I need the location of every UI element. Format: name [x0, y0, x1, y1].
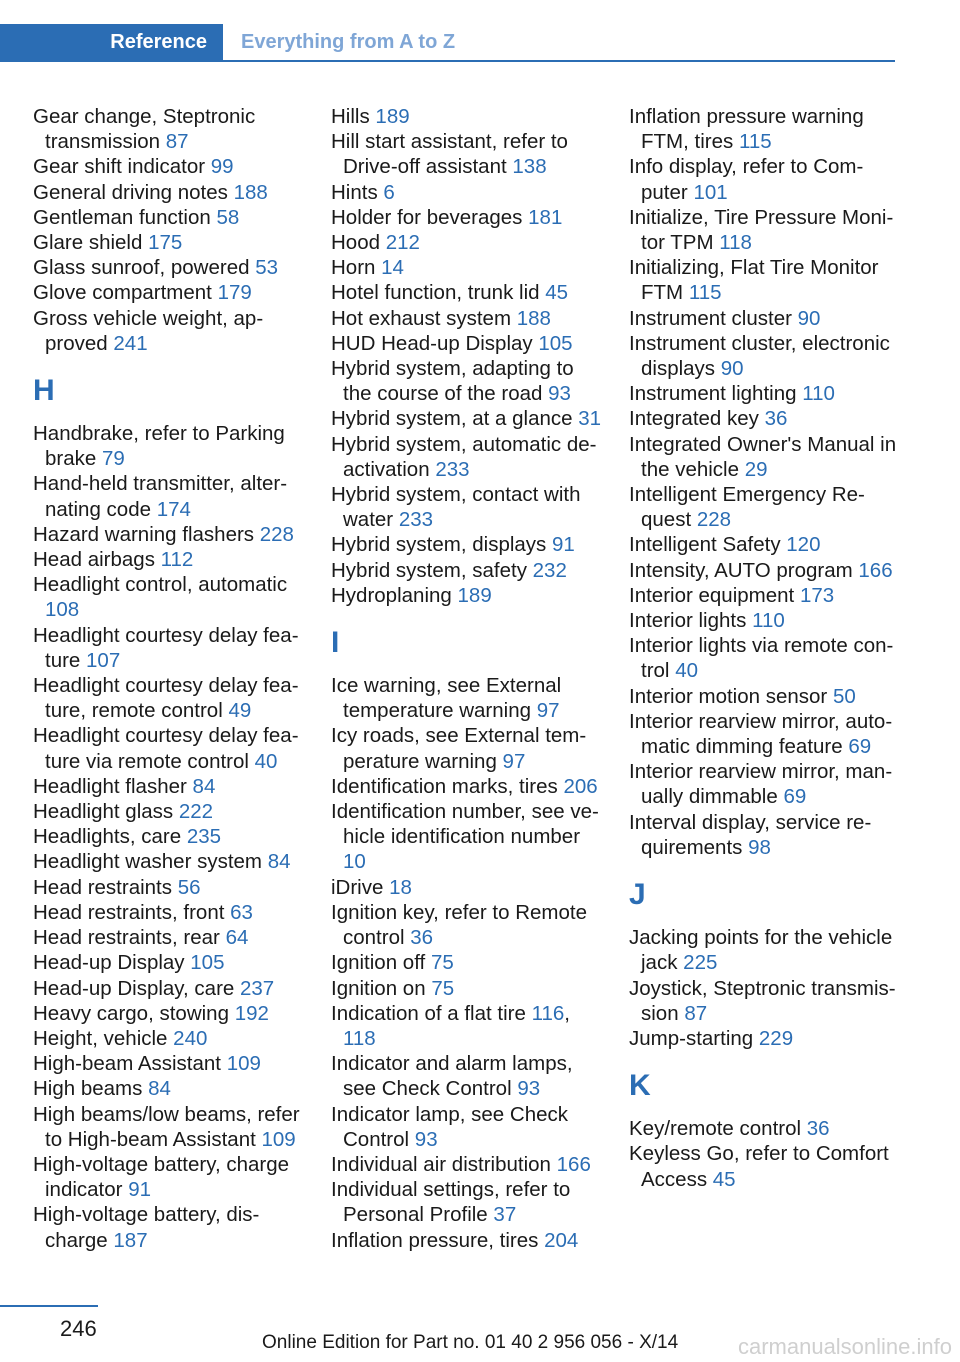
index-entry-text: Hybrid system, safety: [331, 558, 527, 582]
index-entry-text: Hood: [331, 231, 381, 255]
page-link[interactable]: 109: [261, 1127, 296, 1151]
edition-note: Online Edition for Part no. 01 40 2 956 056 - X/14: [262, 1332, 679, 1353]
index-entry-text: Headlight flasher: [33, 774, 187, 798]
page-link[interactable]: 179: [217, 281, 252, 305]
index-entry: [331, 1228, 603, 1253]
index-entry-text: Icy roads, see External temperature warning: [331, 724, 587, 773]
index-entry: [33, 1076, 305, 1101]
index-entry-text: Hybrid system, at a glance: [331, 407, 573, 431]
page-link[interactable]: 187: [113, 1228, 148, 1252]
index-entry: [331, 673, 603, 723]
page-link[interactable]: 14: [381, 256, 404, 280]
index-entry: [629, 925, 897, 975]
index-entry: [33, 1001, 305, 1026]
page-link[interactable]: 229: [758, 1026, 794, 1050]
index-entry-text: Interior equipment: [629, 583, 795, 607]
index-entry-text: High-voltage battery, charge indicator: [33, 1152, 290, 1202]
index-entry-text: Gear shift indicator: [33, 155, 206, 179]
index-entry: [33, 875, 305, 900]
index-entry-text: Interior lights via remote control: [629, 634, 894, 683]
index-entry: [331, 558, 603, 583]
page-link[interactable]: 40: [675, 659, 698, 683]
index-entry: [629, 684, 897, 709]
page-link[interactable]: 115: [738, 130, 772, 154]
page-link[interactable]: 99: [210, 155, 234, 179]
index-entry-text: Hand-held transmitter, alternating code: [33, 472, 288, 521]
index-entry: [33, 180, 305, 205]
index-entry: [33, 154, 305, 179]
page-link[interactable]: 87: [684, 1001, 708, 1025]
index-entry-text: Inflation pressure warning FTM, tires: [629, 105, 864, 154]
index-entry-text: Horn: [331, 256, 376, 280]
index-entry: [629, 810, 897, 860]
page-link[interactable]: 50: [832, 684, 856, 708]
page-link[interactable]: 36: [410, 926, 434, 950]
index-entry: [33, 723, 305, 773]
index-entry-text: Indicator lamp, see Check Control: [331, 1102, 569, 1151]
page-link[interactable]: 18: [389, 875, 412, 899]
index-entry-text: Gentleman function: [33, 205, 211, 229]
page-link[interactable]: 105: [538, 331, 573, 355]
index-entry: [33, 572, 305, 622]
page-link[interactable]: 174: [156, 497, 191, 521]
index-entry-text: Hybrid system, automatic deactivation: [331, 432, 597, 481]
index-entry: [33, 824, 305, 849]
index-entry: [33, 522, 305, 547]
index-entry-text: Interior rearview mirror, manually dimmable: [629, 760, 893, 809]
page-link[interactable]: 116: [531, 1001, 565, 1025]
index-entry-text: High-voltage battery, discharge: [33, 1203, 260, 1252]
index-entry: [33, 471, 305, 521]
page-link[interactable]: 109: [226, 1052, 261, 1076]
index-entry: [33, 1026, 305, 1051]
page-link[interactable]: 192: [234, 1001, 269, 1025]
page-link[interactable]: 97: [502, 749, 526, 773]
page-link[interactable]: 110: [752, 609, 785, 633]
index-entry: [331, 230, 603, 255]
index-entry: [33, 976, 305, 1001]
index-entry-text: Hill start assistant, refer to Drive-off assistant: [331, 130, 568, 179]
index-entry: Indication of a flat tire 116, 118: [331, 1001, 570, 1050]
index-entry-text: Head restraints, front: [33, 900, 225, 924]
index-entry: [331, 205, 603, 230]
index-entry-text: Holder for beverages: [331, 205, 523, 229]
page-link[interactable]: 64: [225, 926, 249, 950]
page-link[interactable]: 138: [512, 155, 547, 179]
page-link[interactable]: 120: [786, 533, 821, 557]
index-entry: [331, 255, 603, 280]
index-entry-text: Hazard warning flashers: [33, 522, 255, 546]
index-entry: [331, 976, 603, 1001]
index-entry: [331, 723, 603, 773]
index-entry: [629, 331, 897, 381]
page-link[interactable]: 40: [254, 749, 278, 773]
page-link[interactable]: 91: [128, 1178, 152, 1202]
page-link[interactable]: 45: [712, 1167, 736, 1191]
index-entry-text: Glass sunroof, powered: [33, 256, 250, 280]
index-letter-heading: J: [629, 878, 646, 912]
index-entry: [33, 623, 305, 673]
index-entry-text: Individual settings, refer to Personal Profile: [331, 1178, 571, 1227]
page-link[interactable]: 228: [259, 522, 294, 546]
page-link[interactable]: 240: [173, 1026, 208, 1050]
index-entry: [629, 205, 897, 255]
page-link[interactable]: 235: [186, 825, 222, 849]
index-entry-text: Instrument cluster, electronic displays: [629, 331, 890, 381]
index-entry: [33, 1051, 305, 1076]
page-link[interactable]: 36: [806, 1117, 830, 1141]
index-entry-text: Handbrake, refer to Parking brake: [33, 422, 285, 471]
index-entry: [331, 583, 603, 608]
page-number: 246: [60, 1316, 97, 1341]
index-letter-heading: H: [33, 374, 55, 408]
page-link[interactable]: 118: [343, 1026, 376, 1050]
page-link[interactable]: 237: [240, 976, 275, 1000]
index-entry-text: Gear change, Steptronic transmission: [33, 105, 256, 154]
index-entry-text: Indicator and alarm lamps, see Check Control: [331, 1052, 573, 1101]
index-columns: [0, 104, 960, 1264]
index-entry-text: Headlight courtesy delay feature, remote control: [33, 674, 299, 723]
page-link[interactable]: 166: [858, 558, 893, 582]
index-entry-text: Identification marks, tires: [331, 774, 558, 798]
page-link[interactable]: 69: [783, 785, 807, 809]
page-link[interactable]: 175: [148, 231, 183, 255]
index-entry: [331, 875, 603, 900]
index-entry: [331, 129, 603, 179]
index-entry: [33, 230, 305, 255]
index-entry: [331, 950, 603, 975]
index-entry: [629, 104, 897, 154]
page-link[interactable]: 6: [383, 180, 395, 204]
index-entry-text: Headlight courtesy delay feature: [33, 623, 299, 672]
page-link[interactable]: 222: [178, 800, 214, 824]
index-entry-text: Integrated Owner's Manual in the vehicle: [629, 432, 897, 481]
page-link[interactable]: 204: [544, 1228, 579, 1252]
index-entry: [331, 1102, 603, 1152]
page-link[interactable]: 110: [802, 382, 835, 406]
index-entry: [331, 406, 603, 431]
page-link[interactable]: 84: [267, 850, 291, 874]
page-link[interactable]: 91: [552, 533, 575, 557]
index-entry: [629, 381, 897, 406]
index-entry: [33, 774, 305, 799]
index-entry: [33, 849, 305, 874]
index-entry-text: Instrument lighting: [629, 382, 797, 406]
index-entry-text: Interior lights: [629, 609, 747, 633]
index-entry: [629, 255, 897, 305]
page-link[interactable]: 101: [693, 180, 728, 204]
page-link[interactable]: 10: [343, 850, 366, 874]
index-entry-text: Headlights, care: [33, 825, 182, 849]
page-link[interactable]: 49: [228, 699, 252, 723]
index-entry: [33, 1152, 305, 1202]
index-entry: [33, 799, 305, 824]
index-entry-text: Ice warning, see External temperature warning: [331, 674, 562, 723]
page-link[interactable]: 45: [545, 281, 569, 305]
index-entry: [33, 306, 305, 356]
index-entry: [331, 331, 603, 356]
index-entry: [331, 1051, 603, 1101]
index-entry: [331, 532, 603, 557]
index-entry: [629, 1141, 897, 1191]
page-link[interactable]: 108: [45, 598, 80, 622]
index-entry-text: Key/remote control: [629, 1117, 802, 1141]
index-entry-text: Head-up Display, care: [33, 976, 235, 1000]
index-entry-text: Head-up Display: [33, 951, 185, 975]
index-entry: [331, 180, 603, 205]
index-entry-text: General driving notes: [33, 180, 228, 204]
index-entry: [629, 482, 897, 532]
index-entry: [33, 547, 305, 572]
index-entry-text: Hot exhaust system: [331, 306, 512, 330]
index-entry-text: Headlight control, automatic: [33, 573, 288, 597]
index-entry-text: Height, vehicle: [33, 1026, 168, 1050]
index-entry-text: Initialize, Tire Pressure Monitor TPM: [629, 205, 894, 255]
index-entry: [331, 432, 603, 482]
index-entry-text: Keyless Go, refer to Comfort Access: [629, 1142, 889, 1191]
page-link[interactable]: 84: [148, 1077, 171, 1101]
page-link[interactable]: 84: [192, 774, 216, 798]
page-link[interactable]: 173: [799, 583, 835, 607]
index-entry-text: Instrument cluster: [629, 306, 792, 330]
page-link[interactable]: 189: [375, 105, 410, 128]
index-entry: [331, 774, 603, 799]
page-link[interactable]: 112: [160, 548, 194, 572]
index-entry: [629, 558, 897, 583]
index-entry: [33, 104, 305, 154]
index-entry-text: Indication of a flat tire: [331, 1001, 526, 1025]
page-link[interactable]: 241: [113, 331, 148, 355]
index-entry-text: Ignition key, refer to Remote control: [331, 900, 587, 950]
index-entry: [629, 306, 897, 331]
index-entry: [629, 608, 897, 633]
page-link[interactable]: 212: [385, 231, 420, 255]
index-entry-text: Joystick, Steptronic transmission: [629, 976, 896, 1025]
index-entry-text: HUD Head-up Display: [331, 331, 533, 355]
index-entry-text: Hybrid system, adapting to the course of the road: [331, 357, 574, 406]
index-entry: [629, 976, 897, 1026]
page-link[interactable]: 189: [457, 583, 492, 607]
page-link[interactable]: 233: [398, 508, 434, 532]
page-link[interactable]: 97: [536, 699, 560, 723]
section-tab-reference[interactable]: Reference: [0, 24, 223, 60]
watermark: carmanualsonline.info: [737, 1334, 952, 1359]
page-link[interactable]: 228: [696, 508, 732, 532]
index-entry: [33, 421, 305, 471]
index-column-1: [33, 104, 305, 1253]
page-link[interactable]: 75: [430, 951, 454, 975]
index-entry: [331, 482, 603, 532]
index-entry-text: High beams/low beams, refer to High-beam Assistant: [33, 1102, 300, 1151]
index-entry: [33, 673, 305, 723]
index-entry: [629, 1116, 897, 1141]
index-entry: [629, 154, 897, 204]
page-link[interactable]: 56: [177, 875, 201, 899]
index-entry-text: Info display, refer to Computer: [629, 155, 864, 204]
index-entry-text: Initializing, Flat Tire Monitor FTM: [629, 256, 879, 305]
index-entry-text: Inflation pressure, tires: [331, 1228, 539, 1252]
index-entry-text: iDrive: [331, 875, 384, 899]
page-link[interactable]: 87: [165, 130, 189, 154]
index-entry-text: Integrated key: [629, 407, 759, 431]
index-entry-text: Intensity, AUTO program: [629, 558, 853, 582]
page-link[interactable]: 233: [435, 457, 470, 481]
index-entry: [33, 1102, 305, 1152]
index-entry-text: Ignition on: [331, 976, 426, 1000]
index-entry-text: Hotel function, trunk lid: [331, 281, 540, 305]
page-link[interactable]: 232: [532, 558, 567, 582]
index-entry-text: Intelligent Safety: [629, 533, 781, 557]
index-entry-text: Headlight courtesy delay feature via remote control: [33, 724, 299, 773]
page-link[interactable]: 105: [190, 951, 225, 975]
index-entry: [331, 799, 603, 875]
index-entry: [331, 1152, 603, 1177]
page-link[interactable]: 188: [233, 180, 268, 204]
page-link[interactable]: 63: [230, 900, 253, 924]
index-entry: [331, 280, 603, 305]
index-entry-text: Gross vehicle weight, approved: [33, 306, 264, 355]
page-link[interactable]: 107: [86, 648, 121, 672]
index-entry: [331, 356, 603, 406]
index-entry-text: Jacking points for the vehicle jack: [629, 926, 893, 975]
index-entry-text: Identification number, see vehicle identification number: [331, 800, 599, 849]
page-link[interactable]: 90: [797, 306, 821, 330]
index-entry: [629, 532, 897, 557]
page-link[interactable]: 93: [414, 1127, 438, 1151]
index-entry: [629, 432, 897, 482]
page-link[interactable]: 37: [493, 1203, 517, 1227]
index-entry: [331, 900, 603, 950]
index-column-2: [331, 104, 603, 1253]
index-entry-text: Headlight glass: [33, 800, 174, 824]
index-letter-heading: K: [629, 1069, 651, 1103]
index-letter-heading: I: [331, 626, 340, 660]
page-link[interactable]: 31: [578, 407, 602, 431]
index-entry: [331, 1177, 603, 1227]
index-entry: [629, 633, 897, 683]
index-entry-text: High-beam Assistant: [33, 1052, 222, 1076]
index-entry: [33, 1202, 305, 1252]
index-entry: [629, 406, 897, 431]
index-entry-text: Jump-starting: [629, 1026, 754, 1050]
index-entry-text: Hints: [331, 180, 378, 204]
index-entry: [331, 104, 603, 129]
index-entry: [33, 205, 305, 230]
page-link[interactable]: 93: [548, 382, 571, 406]
page-link[interactable]: 98: [748, 835, 771, 859]
index-entry-text: Ignition off: [331, 951, 426, 975]
index-entry-text: Interval display, service requirements: [629, 810, 872, 859]
page-link[interactable]: 225: [683, 951, 718, 975]
page-link[interactable]: 188: [516, 306, 551, 330]
index-entry-text: Interior motion sensor: [629, 684, 828, 708]
index-entry-text: Individual air distribution: [331, 1152, 551, 1176]
index-entry: [33, 900, 305, 925]
page-link[interactable]: 69: [848, 735, 872, 759]
index-entry-text: Head restraints: [33, 875, 173, 899]
index-entry: [33, 925, 305, 950]
section-tab-a-to-z[interactable]: Everything from A to Z: [241, 31, 456, 53]
index-entry-text: Glare shield: [33, 231, 143, 255]
page-link[interactable]: 36: [764, 407, 788, 431]
footer-divider: [0, 1305, 98, 1307]
page-link[interactable]: 181: [528, 205, 563, 229]
page-header: [0, 24, 895, 62]
index-entry-text: Head restraints, rear: [33, 926, 220, 950]
page-link[interactable]: 29: [744, 457, 768, 481]
index-entry-text: Hybrid system, contact with water: [331, 483, 581, 532]
index-entry: [629, 759, 897, 809]
page-link[interactable]: 58: [216, 205, 240, 229]
index-entry-text: Headlight washer system: [33, 850, 263, 874]
page-link[interactable]: 166: [556, 1152, 591, 1176]
index-entry-text: Interior rearview mirror, automatic dimming feature: [629, 709, 893, 759]
index-entry: [629, 709, 897, 759]
index-entry-text: Hybrid system, displays: [331, 533, 547, 557]
index-entry-text: Head airbags: [33, 548, 155, 572]
index-entry: [33, 255, 305, 280]
page-link[interactable]: 206: [563, 774, 598, 798]
page-link[interactable]: 90: [720, 357, 744, 381]
page-link[interactable]: 75: [431, 976, 455, 1000]
index-column-3: [629, 104, 897, 1192]
page-link[interactable]: 93: [517, 1077, 541, 1101]
index-entry-text: Intelligent Emergency Request: [629, 483, 865, 532]
index-entry-text: High beams: [33, 1077, 143, 1101]
index-entry: [331, 306, 603, 331]
index-entry: [629, 1026, 897, 1051]
index-entry: [629, 583, 897, 608]
page-link[interactable]: 53: [255, 256, 279, 280]
index-entry: [33, 950, 305, 975]
index-entry-text: Hydroplaning: [331, 583, 452, 607]
page-link[interactable]: 79: [101, 447, 125, 471]
index-entry-text: Heavy cargo, stowing: [33, 1001, 229, 1025]
index-entry: [33, 280, 305, 305]
index-entry-text: Hills: [331, 105, 370, 128]
page-link[interactable]: 115: [688, 281, 722, 305]
index-entry-text: Glove compartment: [33, 281, 212, 305]
page-link[interactable]: 118: [719, 231, 752, 255]
